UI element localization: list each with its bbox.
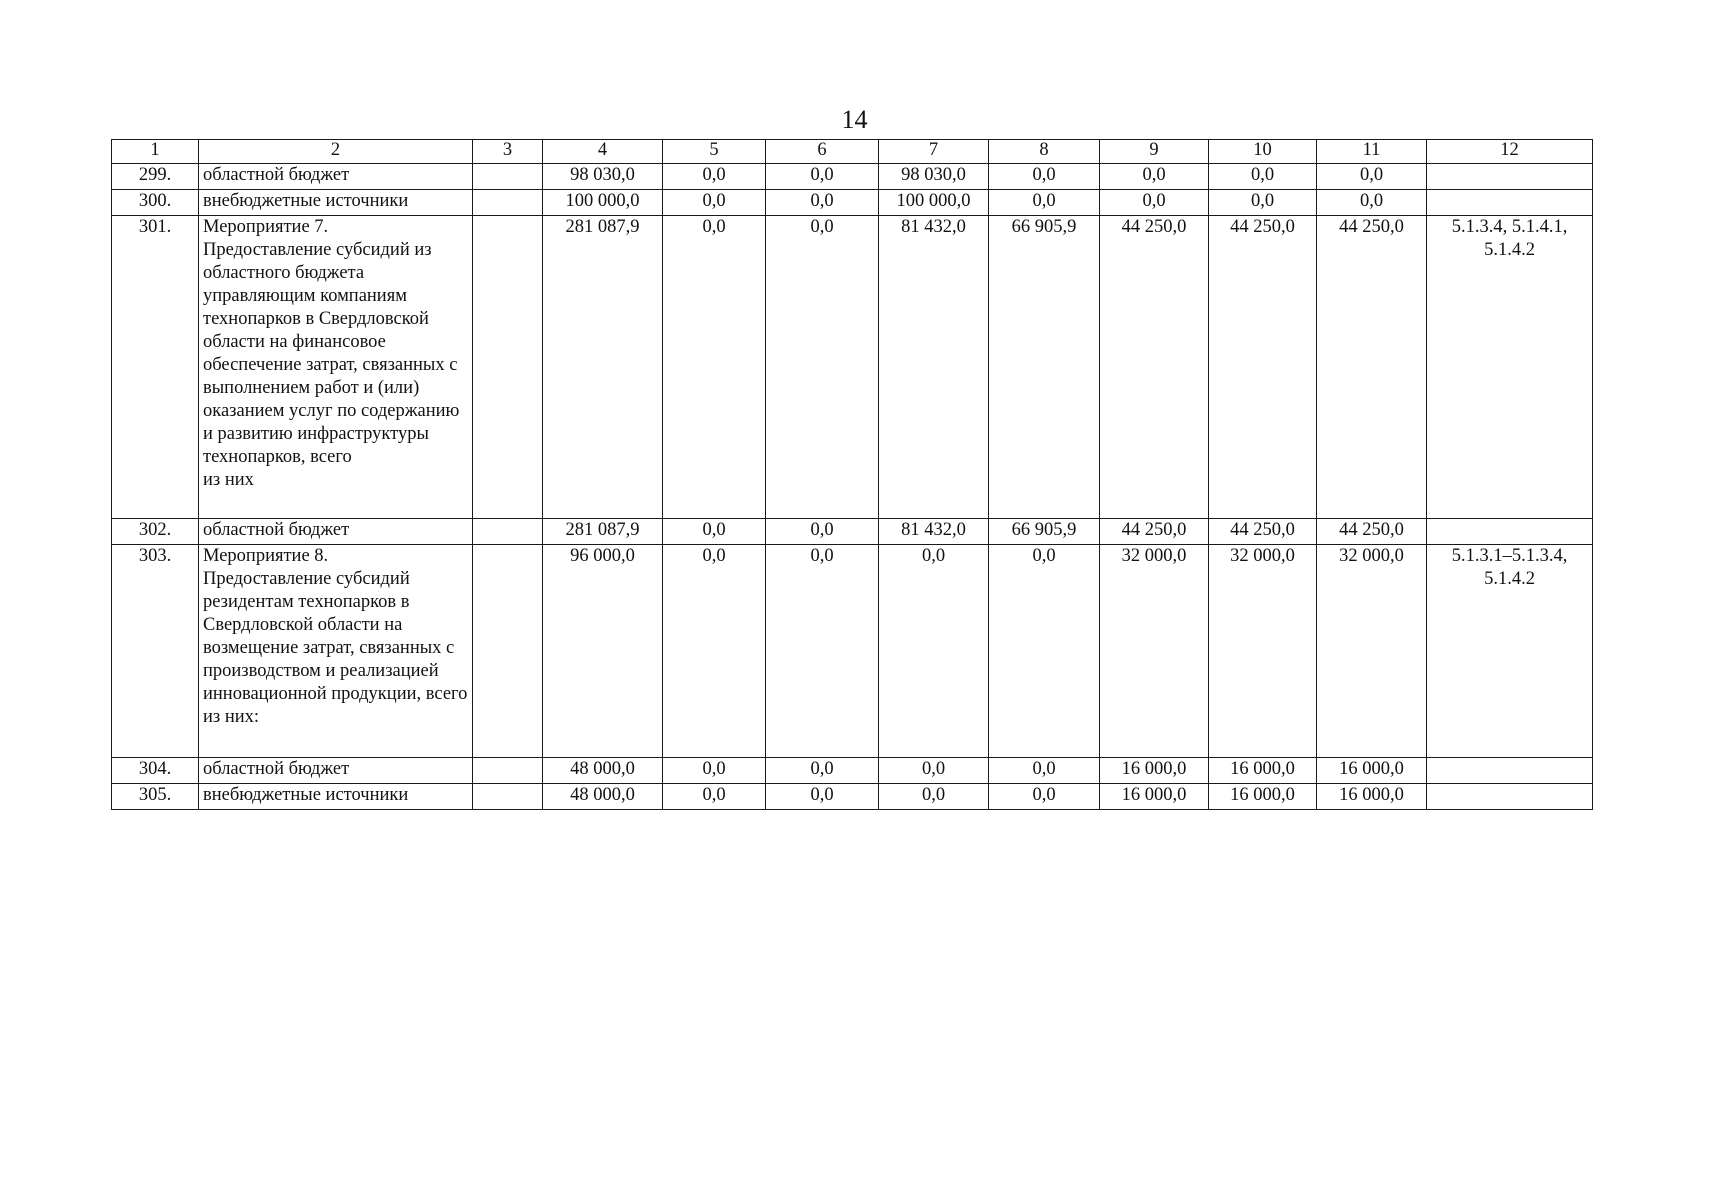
table-row: [112, 216, 1593, 519]
header-cell: 9: [1100, 140, 1209, 164]
header-cell: 7: [879, 140, 989, 164]
header-cell: 2: [199, 140, 473, 164]
cell-col-9: 0,0: [1100, 190, 1209, 216]
header-cell: 10: [1209, 140, 1317, 164]
cell-col-11: 0,0: [1317, 190, 1427, 216]
cell-col-3: [473, 519, 543, 545]
table-row: [112, 545, 1593, 758]
cell-col-11: 16 000,0: [1317, 784, 1427, 810]
cell-col-11: 44 250,0: [1317, 519, 1427, 545]
cell-col-7: 100 000,0: [879, 190, 989, 216]
cell-col-11: 16 000,0: [1317, 758, 1427, 784]
cell-col-12: [1427, 164, 1593, 190]
header-cell: 12: [1427, 140, 1593, 164]
cell-col-3: [473, 216, 543, 519]
row-name-text: областной бюджет: [203, 520, 350, 540]
cell-col-7: 81 432,0: [879, 519, 989, 545]
row-name: [199, 216, 473, 519]
cell-col-4: 98 030,0: [543, 164, 663, 190]
cell-col-5: 0,0: [663, 545, 766, 758]
cell-col-10: 0,0: [1209, 190, 1317, 216]
header-cell: 4: [543, 140, 663, 164]
row-number: 301.: [112, 216, 199, 519]
cell-col-3: [473, 545, 543, 758]
cell-col-4: 281 087,9: [543, 519, 663, 545]
cell-col-9: 44 250,0: [1100, 519, 1209, 545]
row-number: 305.: [112, 784, 199, 810]
cell-col-4: 48 000,0: [543, 784, 663, 810]
cell-col-12: 5.1.3.4, 5.1.4.1, 5.1.4.2: [1427, 216, 1593, 519]
cell-col-3: [473, 784, 543, 810]
cell-col-10: 32 000,0: [1209, 545, 1317, 758]
row-name: [199, 190, 473, 216]
cell-col-4: 100 000,0: [543, 190, 663, 216]
table-row: [112, 758, 1593, 784]
cell-col-8: 0,0: [989, 190, 1100, 216]
header-cell: 1: [112, 140, 199, 164]
row-number: 302.: [112, 519, 199, 545]
row-number: 303.: [112, 545, 199, 758]
cell-col-4: 281 087,9: [543, 216, 663, 519]
cell-col-5: 0,0: [663, 784, 766, 810]
cell-col-8: 66 905,9: [989, 216, 1100, 519]
cell-col-9: 16 000,0: [1100, 758, 1209, 784]
budget-table: [111, 139, 1593, 810]
header-cell: 6: [766, 140, 879, 164]
cell-col-10: 16 000,0: [1209, 784, 1317, 810]
cell-col-6: 0,0: [766, 190, 879, 216]
cell-col-7: 0,0: [879, 758, 989, 784]
cell-col-11: 0,0: [1317, 164, 1427, 190]
table-header-row: [112, 140, 1593, 164]
cell-col-11: 32 000,0: [1317, 545, 1427, 758]
cell-col-6: 0,0: [766, 545, 879, 758]
cell-col-10: 44 250,0: [1209, 519, 1317, 545]
cell-col-4: 48 000,0: [543, 758, 663, 784]
cell-col-9: 44 250,0: [1100, 216, 1209, 519]
row-name: [199, 758, 473, 784]
cell-col-12: 5.1.3.1–5.1.3.4, 5.1.4.2: [1427, 545, 1593, 758]
cell-col-11: 44 250,0: [1317, 216, 1427, 519]
cell-col-6: 0,0: [766, 784, 879, 810]
header-cell: 3: [473, 140, 543, 164]
header-cell: 8: [989, 140, 1100, 164]
table-row: [112, 164, 1593, 190]
cell-col-12: [1427, 758, 1593, 784]
cell-col-8: 0,0: [989, 758, 1100, 784]
cell-col-12: [1427, 784, 1593, 810]
row-name-text: Мероприятие 7. Предоставление субсидий из областного бюджета управляющим компаниям технопарков в Свердловской области на финансовое обеспечение затрат, связанных с выполнением работ и (или) оказанием услуг по содержанию и развитию инфраструктуры технопарков, всего из них: [203, 217, 460, 490]
cell-col-12: [1427, 190, 1593, 216]
table-row: [112, 784, 1593, 810]
cell-col-7: 0,0: [879, 784, 989, 810]
row-name: [199, 519, 473, 545]
cell-col-5: 0,0: [663, 216, 766, 519]
cell-col-8: 66 905,9: [989, 519, 1100, 545]
cell-col-6: 0,0: [766, 519, 879, 545]
cell-col-7: 81 432,0: [879, 216, 989, 519]
row-name-text: областной бюджет: [203, 759, 350, 779]
cell-col-5: 0,0: [663, 190, 766, 216]
row-name-text: Мероприятие 8. Предоставление субсидий резидентам технопарков в Свердловской области на возмещение затрат, связанных с производством и реализацией инновационной продукции, всего из них:: [203, 546, 468, 727]
cell-col-5: 0,0: [663, 164, 766, 190]
cell-col-7: 0,0: [879, 545, 989, 758]
cell-col-4: 96 000,0: [543, 545, 663, 758]
cell-col-6: 0,0: [766, 216, 879, 519]
cell-col-8: 0,0: [989, 784, 1100, 810]
header-cell: 5: [663, 140, 766, 164]
cell-col-8: 0,0: [989, 545, 1100, 758]
row-name: [199, 164, 473, 190]
cell-col-5: 0,0: [663, 519, 766, 545]
row-name-text: областной бюджет: [203, 165, 350, 185]
cell-col-6: 0,0: [766, 758, 879, 784]
row-name-text: внебюджетные источники: [203, 785, 409, 805]
cell-col-3: [473, 164, 543, 190]
cell-col-7: 98 030,0: [879, 164, 989, 190]
page-number: 14: [841, 105, 868, 134]
header-cell: 11: [1317, 140, 1427, 164]
cell-col-3: [473, 758, 543, 784]
row-name: [199, 545, 473, 758]
cell-col-6: 0,0: [766, 164, 879, 190]
cell-col-10: 44 250,0: [1209, 216, 1317, 519]
row-name-text: внебюджетные источники: [203, 191, 409, 211]
cell-col-8: 0,0: [989, 164, 1100, 190]
row-number: 300.: [112, 190, 199, 216]
cell-col-10: 0,0: [1209, 164, 1317, 190]
cell-col-9: 16 000,0: [1100, 784, 1209, 810]
cell-col-9: 32 000,0: [1100, 545, 1209, 758]
row-name: [199, 784, 473, 810]
row-number: 304.: [112, 758, 199, 784]
table-row: [112, 519, 1593, 545]
table-row: [112, 190, 1593, 216]
cell-col-5: 0,0: [663, 758, 766, 784]
cell-col-9: 0,0: [1100, 164, 1209, 190]
row-number: 299.: [112, 164, 199, 190]
cell-col-12: [1427, 519, 1593, 545]
cell-col-3: [473, 190, 543, 216]
cell-col-10: 16 000,0: [1209, 758, 1317, 784]
